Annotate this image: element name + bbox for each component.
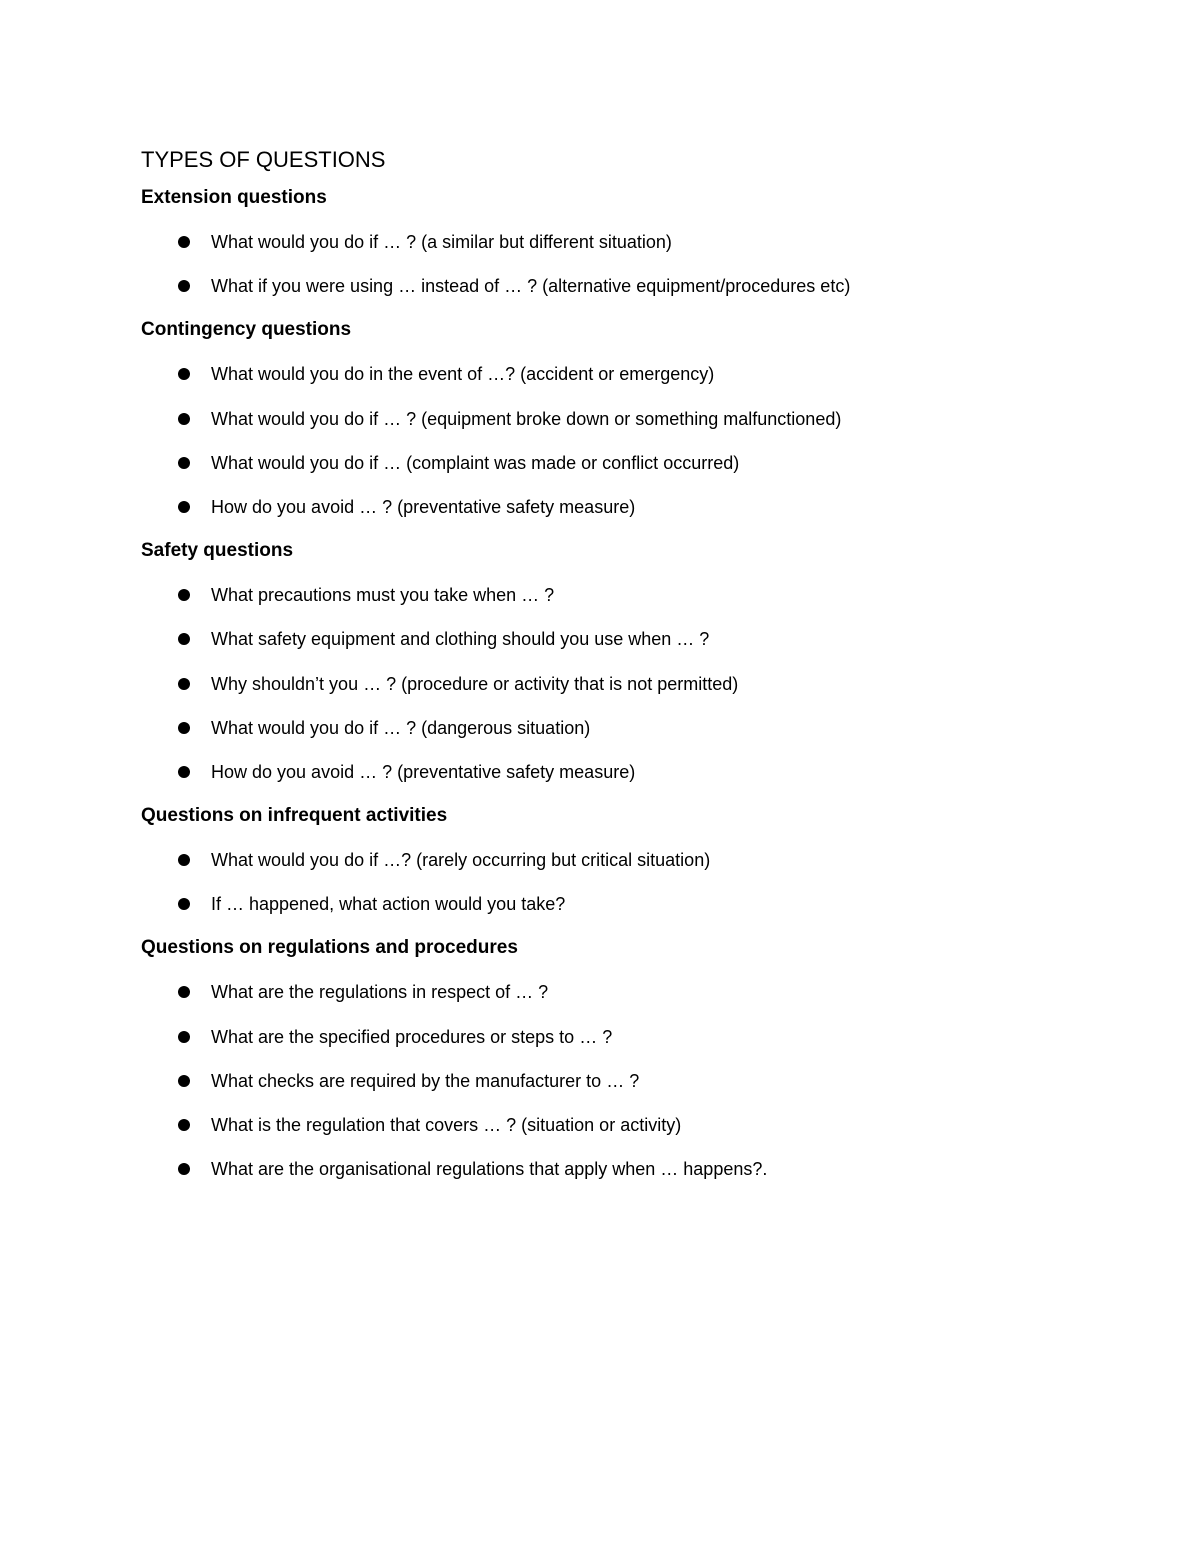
list-item-text: What are the organisational regulations that apply when … happens?. (211, 1159, 768, 1180)
bullet-icon (178, 986, 190, 998)
list-item-text: How do you avoid … ? (preventative safety measure) (211, 496, 636, 517)
section-heading: Extension questions (141, 187, 327, 208)
section-infrequent-activities (141, 794, 1141, 926)
list-item-text: What safety equipment and clothing should you use when … ? (211, 629, 710, 650)
list-item-text: What are the specified procedures or steps to … ? (211, 1026, 613, 1047)
list-item-text: What is the regulation that covers … ? (situation or activity) (211, 1115, 682, 1135)
list-item (141, 882, 1141, 926)
bullet-icon (178, 457, 190, 469)
list-item (141, 485, 1141, 529)
bullet-icon (178, 236, 190, 248)
bullet-icon (178, 854, 190, 866)
section-regulations-procedures (141, 926, 1141, 1191)
document-page (141, 144, 1141, 1191)
list-item-text: If … happened, what action would you take? (211, 894, 566, 915)
list-item (141, 220, 1141, 264)
section-safety-questions (141, 529, 1141, 794)
list-item (141, 617, 1141, 661)
bullet-icon (178, 1031, 190, 1043)
bullet-icon (178, 633, 190, 645)
bullet-icon (178, 766, 190, 778)
list-item-text: What would you do if … ? (equipment broke down or something malfunctioned) (211, 408, 842, 429)
list-item (141, 662, 1141, 706)
bullet-icon (178, 678, 190, 690)
list-item-text: What checks are required by the manufacturer to … ? (211, 1070, 640, 1091)
bullet-list (141, 573, 1141, 794)
list-item-text: How do you avoid … ? (preventative safety measure) (211, 761, 636, 782)
list-item-text: What if you were using … instead of … ? (alternative equipment/procedures etc) (211, 276, 851, 297)
list-item (141, 397, 1141, 441)
section-heading: Questions on regulations and procedures (141, 937, 518, 959)
bullet-icon (178, 368, 190, 380)
list-item (141, 706, 1141, 750)
section-contingency-questions (141, 308, 1141, 529)
bullet-icon (178, 898, 190, 910)
bullet-list (141, 220, 1141, 308)
list-item (141, 838, 1141, 882)
list-item (141, 1147, 1141, 1191)
bullet-icon (178, 1075, 190, 1087)
list-item-text: What would you do if … ? (a similar but different situation) (211, 232, 672, 252)
list-item (141, 352, 1141, 396)
section-heading: Questions on infrequent activities (141, 805, 448, 827)
list-item (141, 1015, 1141, 1059)
list-item-text: What would you do if … (complaint was made or conflict occurred) (211, 452, 740, 473)
list-item-text: What would you do if … ? (dangerous situation) (211, 717, 591, 738)
bullet-list (141, 352, 1141, 529)
bullet-icon (178, 413, 190, 425)
page-title: TYPES OF QUESTIONS (141, 147, 386, 172)
list-item (141, 1059, 1141, 1103)
list-item (141, 750, 1141, 794)
bullet-icon (178, 1119, 190, 1131)
bullet-list (141, 970, 1141, 1191)
list-item (141, 441, 1141, 485)
section-extension-questions (141, 176, 1141, 308)
list-item-text: What precautions must you take when … ? (211, 585, 555, 606)
list-item (141, 970, 1141, 1014)
list-item-text: What would you do if …? (rarely occurring but critical situation) (211, 850, 711, 871)
list-item-text: What would you do in the event of …? (accident or emergency) (211, 364, 715, 385)
list-item (141, 1103, 1141, 1147)
bullet-icon (178, 501, 190, 513)
bullet-icon (178, 722, 190, 734)
bullet-icon (178, 589, 190, 601)
bullet-list (141, 838, 1141, 926)
list-item-text: What are the regulations in respect of … ? (211, 982, 549, 1003)
section-heading: Safety questions (141, 540, 294, 562)
bullet-icon (178, 280, 190, 292)
list-item (141, 264, 1141, 308)
bullet-icon (178, 1163, 190, 1175)
section-heading: Contingency questions (141, 319, 352, 341)
list-item (141, 573, 1141, 617)
list-item-text: Why shouldn’t you … ? (procedure or activity that is not permitted) (211, 673, 739, 694)
